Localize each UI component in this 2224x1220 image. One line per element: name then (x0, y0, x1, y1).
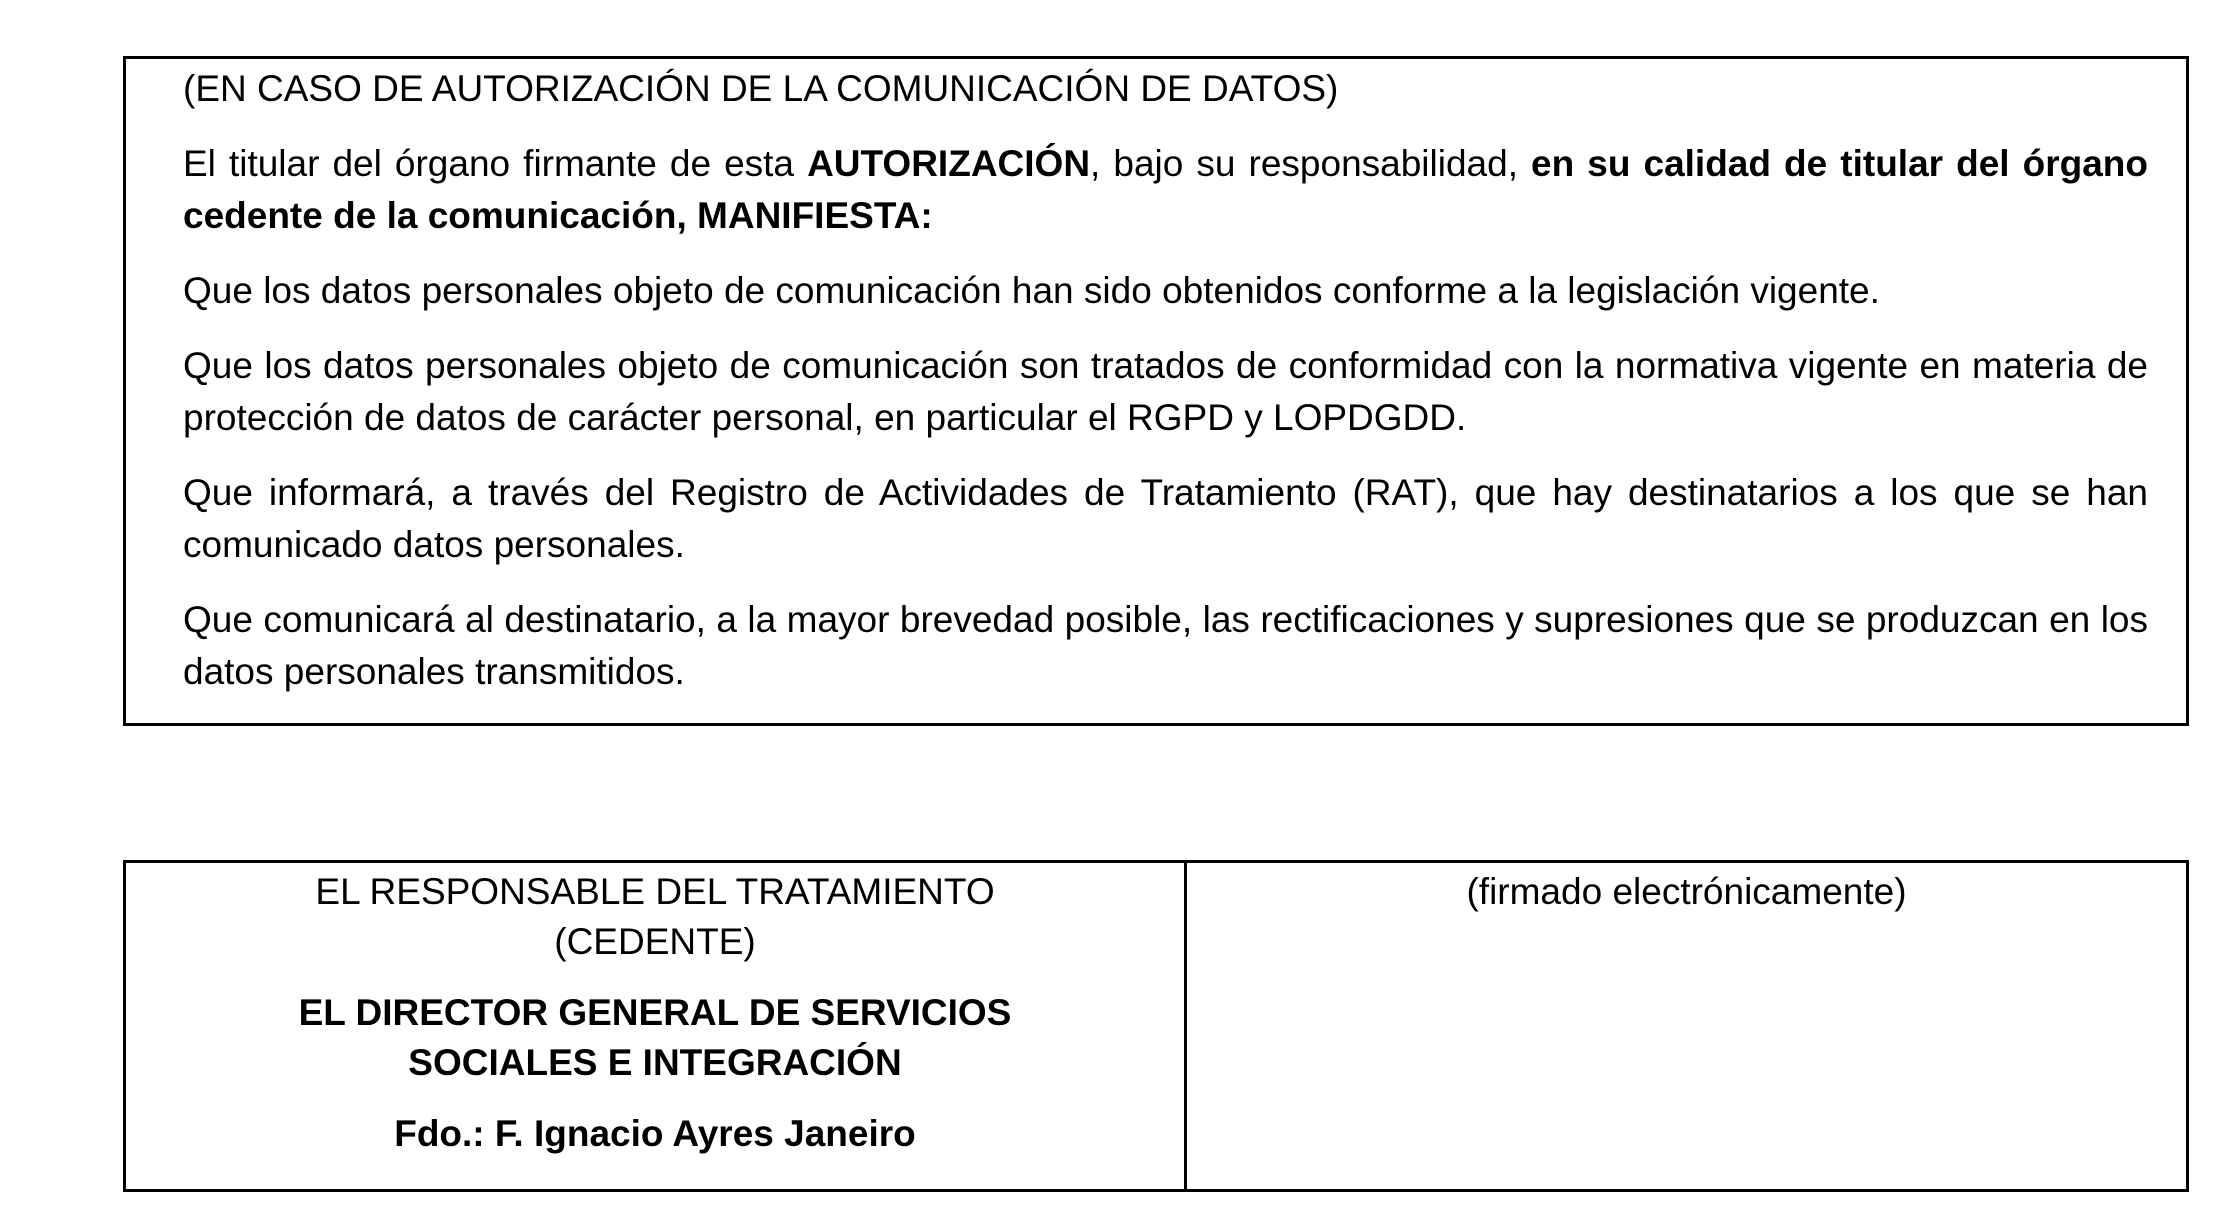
declaration-intro (183, 138, 2148, 242)
signature-cell (1186, 862, 2188, 1191)
title-line-1: EL DIRECTOR GENERAL DE SERVICIOS (298, 992, 1012, 1033)
signed-electronically-note: (firmado electrónicamente) (1466, 871, 1907, 912)
intro-middle: , bajo su responsabilidad, (1090, 143, 1532, 184)
declaration-paragraph: Que los datos personales objeto de comunicación han sido obtenidos conforme a la legislación vigente. (183, 270, 1880, 311)
intro-prefix: El titular del órgano firmante de esta (183, 143, 808, 184)
title-line-2: SOCIALES E INTEGRACIÓN (408, 1042, 902, 1083)
signer-cell (125, 862, 1186, 1191)
declaration-paragraph: Que comunicará al destinatario, a la mayor brevedad posible, las rectificaciones y supresiones que se produzcan en los datos personales transmitidos. (183, 599, 2148, 692)
declaration-paragraph: Que los datos personales objeto de comunicación son tratados de conformidad con la normativa vigente en materia de protección de datos de carácter personal, en particular el RGPD y LOPDGDD. (183, 345, 2148, 438)
signed-by: Fdo.: F. Ignacio Ayres Janeiro (394, 1113, 916, 1154)
declaration-heading: (EN CASO DE AUTORIZACIÓN DE LA COMUNICACIÓN DE DATOS) (183, 68, 1339, 109)
declaration-box (123, 56, 2189, 726)
declaration-paragraph: Que informará, a través del Registro de Actividades de Tratamiento (RAT), que hay destinatarios a los que se han comunicado datos personales. (183, 472, 2148, 565)
role-line-2: (CEDENTE) (554, 921, 756, 962)
role-line-1: EL RESPONSABLE DEL TRATAMIENTO (315, 871, 995, 912)
intro-bold-tail: en su calidad de titular del órgano cedente de la comunicación, MANIFIESTA: (183, 143, 2148, 236)
signature-table (123, 860, 2189, 1192)
intro-bold-word: AUTORIZACIÓN (807, 143, 1091, 184)
